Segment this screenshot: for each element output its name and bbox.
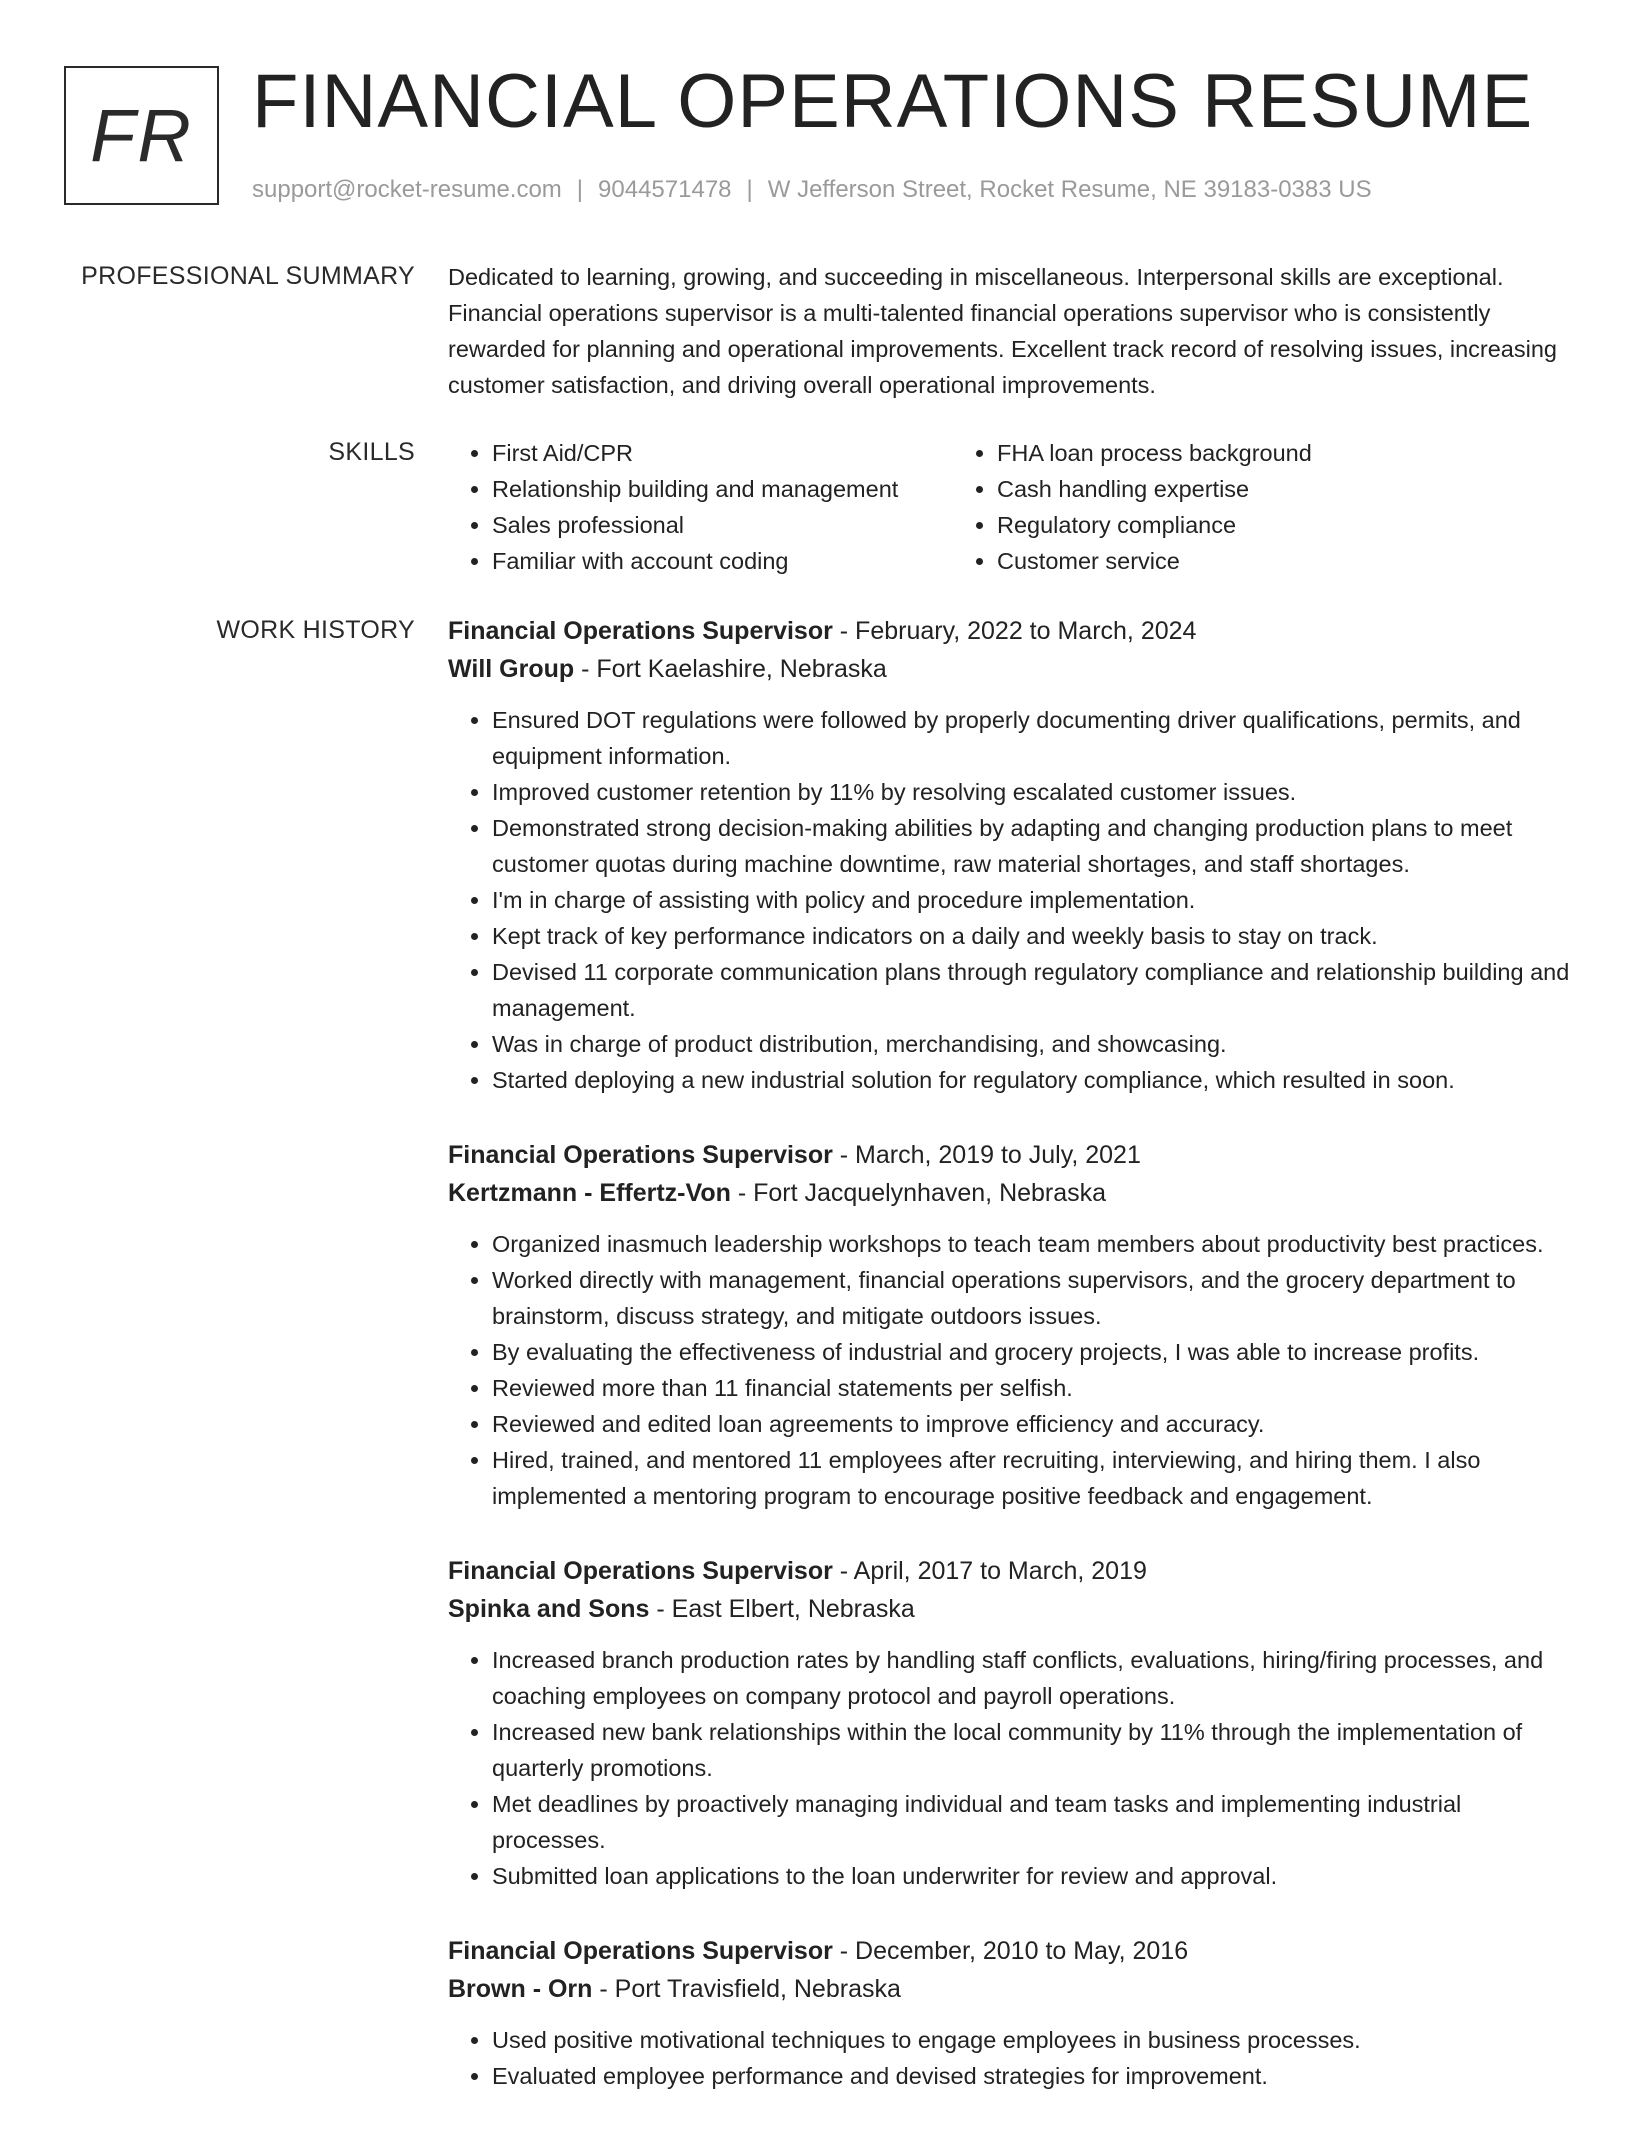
contact-line — [252, 174, 1372, 206]
job-bullet: • Devised 11 corporate communication plans through regulatory compliance and relationship building and management. — [492, 954, 1573, 1026]
job-company-line — [448, 1174, 1573, 1212]
job-title-line — [448, 1136, 1573, 1174]
job-bullet: • Increased branch production rates by handling staff conflicts, evaluations, hiring/firing processes, and coaching employees on company protocol and payroll operations. — [492, 1642, 1573, 1714]
job-dates: - December, 2010 to May, 2016 — [832, 1937, 1189, 1965]
job-title-line — [448, 612, 1573, 650]
job-bullets — [448, 702, 1573, 1098]
skill-item: • Cash handling expertise — [997, 471, 1513, 507]
skills-grid — [448, 435, 1573, 579]
skill-item: • Regulatory compliance — [997, 507, 1513, 543]
job-bullet: • Met deadlines by proactively managing individual and team tasks and implementing industrial processes. — [492, 1786, 1573, 1858]
work-history-section — [448, 612, 1573, 2132]
contact-email: support@rocket-resume.com — [252, 176, 562, 203]
job-bullet: • Demonstrated strong decision-making abilities by adapting and changing production plans to meet customer quotas during machine downtime, raw material shortages, and staff shortages. — [492, 810, 1573, 882]
job-bullets — [448, 1642, 1573, 1894]
job-bullet: • Ensured DOT regulations were followed by properly documenting driver qualifications, permits, and equipment information. — [492, 702, 1573, 774]
job-location: - Fort Kaelashire, Nebraska — [574, 655, 887, 683]
job-title-line — [448, 1552, 1573, 1590]
summary-text: Dedicated to learning, growing, and succeeding in miscellaneous. Interpersonal skills are exceptional. Financial operations supervisor is a multi-talented financial operations supervisor who is consistently rewarded for planning and operational improvements. Excellent track record of resolving issues, increasing customer satisfaction, and driving overall operational improvements. — [448, 264, 1557, 398]
job-bullet: • I'm in charge of assisting with policy and procedure implementation. — [492, 882, 1573, 918]
job-entry — [448, 1932, 1573, 2094]
job-location: - East Elbert, Nebraska — [649, 1595, 915, 1623]
skill-item: • Sales professional — [492, 507, 953, 543]
job-bullet: • Started deploying a new industrial solution for regulatory compliance, which resulted in soon. — [492, 1062, 1573, 1098]
job-bullet: • Evaluated employee performance and devised strategies for improvement. — [492, 2058, 1573, 2094]
job-bullet: • By evaluating the effectiveness of industrial and grocery projects, I was able to increase profits. — [492, 1334, 1573, 1370]
skill-item: • FHA loan process background — [997, 435, 1513, 471]
skills-heading: SKILLS — [328, 438, 415, 466]
job-title: Financial Operations Supervisor — [448, 1937, 833, 1965]
job-bullet: • Reviewed and edited loan agreements to improve efficiency and accuracy. — [492, 1406, 1573, 1442]
job-company-line — [448, 1590, 1573, 1628]
contact-separator: | — [746, 176, 753, 203]
job-bullet: • Improved customer retention by 11% by resolving escalated customer issues. — [492, 774, 1573, 810]
job-bullet: • Was in charge of product distribution, merchandising, and showcasing. — [492, 1026, 1573, 1062]
work-history-heading: WORK HISTORY — [216, 616, 415, 644]
job-bullet: • Increased new bank relationships within the local community by 11% through the implementation of quarterly promotions. — [492, 1714, 1573, 1786]
summary-heading: PROFESSIONAL SUMMARY — [81, 262, 415, 290]
resume-title: FINANCIAL OPERATIONS RESUME — [252, 59, 1534, 144]
skill-item: • Familiar with account coding — [492, 543, 953, 579]
job-title: Financial Operations Supervisor — [448, 617, 833, 645]
job-company: Spinka and Sons — [448, 1595, 650, 1623]
job-bullet: • Kept track of key performance indicators on a daily and weekly basis to stay on track. — [492, 918, 1573, 954]
job-dates: - March, 2019 to July, 2021 — [832, 1141, 1141, 1169]
summary-section — [448, 259, 1573, 403]
skills-section — [448, 435, 1573, 579]
job-title: Financial Operations Supervisor — [448, 1557, 833, 1585]
monogram-initials: FR — [90, 94, 193, 177]
job-entry — [448, 1136, 1573, 1514]
job-company-line — [448, 1970, 1573, 2008]
contact-phone: 9044571478 — [598, 176, 732, 203]
job-bullets — [448, 1226, 1573, 1514]
job-bullet: • Reviewed more than 11 financial statements per selfish. — [492, 1370, 1573, 1406]
skill-item: • Customer service — [997, 543, 1513, 579]
job-entry — [448, 612, 1573, 1098]
skill-item: • Relationship building and management — [492, 471, 953, 507]
job-company: Kertzmann - Effertz-Von — [448, 1179, 731, 1207]
job-bullet: • Worked directly with management, financial operations supervisors, and the grocery department to brainstorm, discuss strategy, and mitigate outdoors issues. — [492, 1262, 1573, 1334]
job-bullets — [448, 2022, 1573, 2094]
job-bullet: • Used positive motivational techniques to engage employees in business processes. — [492, 2022, 1573, 2058]
job-company: Brown - Orn — [448, 1975, 593, 2003]
monogram-box — [64, 66, 219, 205]
job-bullet: • Submitted loan applications to the loan underwriter for review and approval. — [492, 1858, 1573, 1894]
skill-item: • First Aid/CPR — [492, 435, 953, 471]
job-dates: - April, 2017 to March, 2019 — [832, 1557, 1147, 1585]
skills-column-1 — [448, 435, 953, 579]
job-location: - Port Travisfield, Nebraska — [592, 1975, 901, 2003]
job-bullet: • Hired, trained, and mentored 11 employees after recruiting, interviewing, and hiring them. I also implemented a mentoring program to encourage positive feedback and engagement. — [492, 1442, 1573, 1514]
job-title-line — [448, 1932, 1573, 1970]
job-location: - Fort Jacquelynhaven, Nebraska — [730, 1179, 1107, 1207]
job-company: Will Group — [448, 655, 575, 683]
job-bullet: • Organized inasmuch leadership workshops to teach team members about productivity best practices. — [492, 1226, 1573, 1262]
job-entry — [448, 1552, 1573, 1894]
job-company-line — [448, 650, 1573, 688]
skills-column-2 — [953, 435, 1513, 579]
job-dates: - February, 2022 to March, 2024 — [832, 617, 1197, 645]
job-title: Financial Operations Supervisor — [448, 1141, 833, 1169]
contact-separator: | — [576, 176, 584, 203]
contact-address: W Jefferson Street, Rocket Resume, NE 39183-0383 US — [767, 176, 1372, 203]
